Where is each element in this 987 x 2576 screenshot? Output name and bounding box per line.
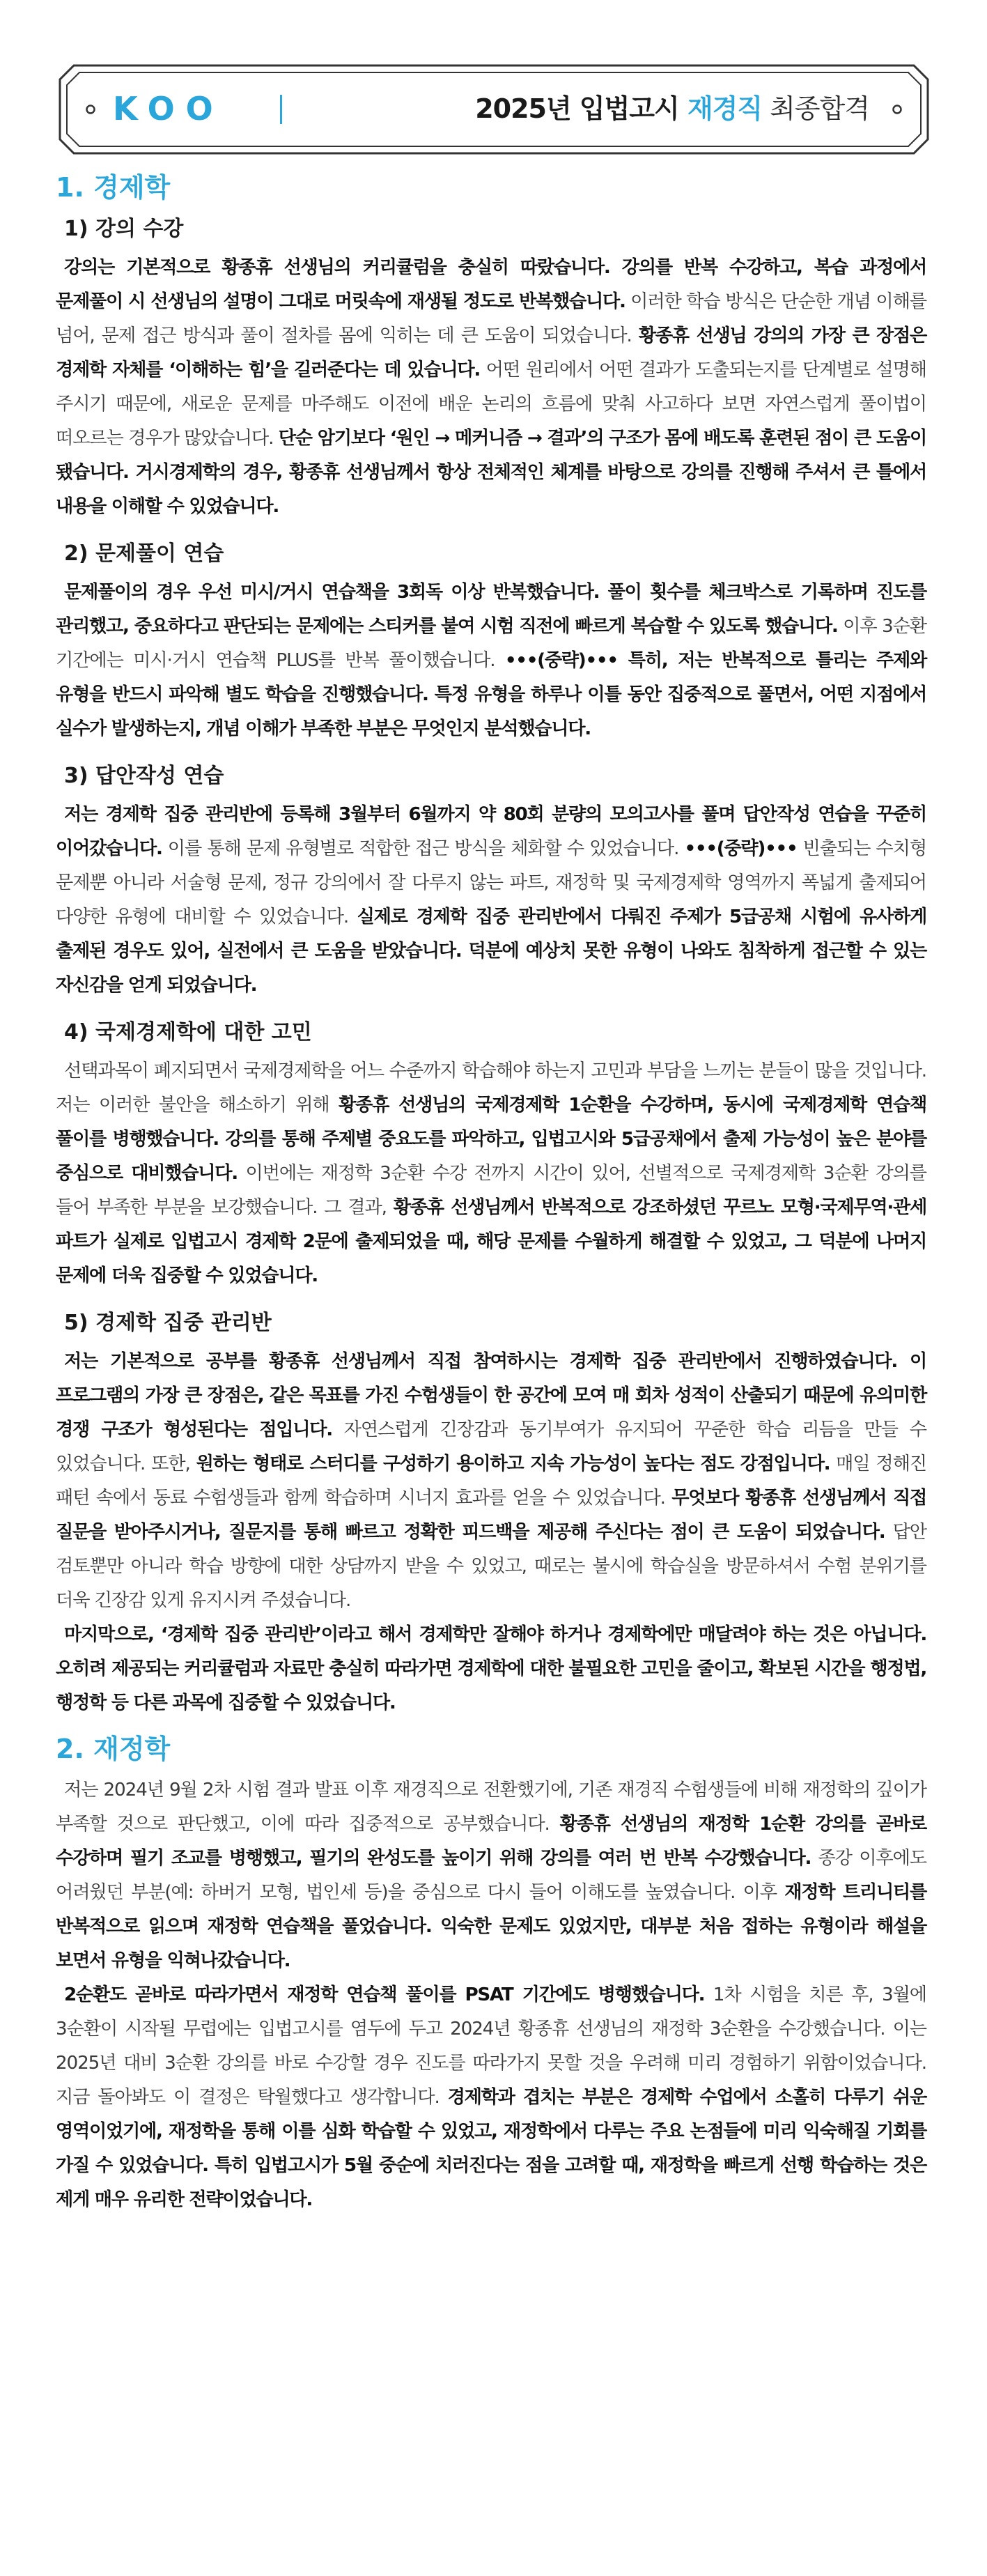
subsection-title: 3) 답안작성 연습 — [64, 764, 224, 788]
subsection-title: 4) 국제경제학에 대한 고민 — [64, 1020, 312, 1044]
text: 빈출되는 수치형 문제뿐 아니라 서술형 문제, 정규 강의에서 잘 다루지 않는 파트, 재정학 및 국제경제학 영역까지 폭넓게 출제되어 다양한 유형에 대비할 수 있었습니다. — [56, 838, 927, 927]
text: 이러한 학습 방식은 단순한 개념 이해를 넘어, 문제 접근 방식과 풀이 절차를 몸에 익히는 데 큰 도움이 되었습니다. — [56, 291, 927, 346]
spacer — [56, 2217, 926, 2226]
subsection-title: 5) 경제학 집중 관리반 — [64, 1311, 272, 1335]
text: 답안 검토뿐만 아니라 학습 방향에 대한 상담까지 받을 수 있었고, 때로는 불시에 학습실을 방문하셔서 수험 분위기를 더욱 긴장감 있게 유지시켜 주셨습니다. — [56, 1522, 926, 1611]
title-prefix: 2025년 입법고시 — [475, 93, 687, 124]
brand-logo: KOO — [113, 90, 224, 128]
bold-text: 재정학 트리니티를 반복적으로 읽으며 재정학 연습책을 풀었습니다. 익숙한 문제도 있었지만, 대부분 처음 접하는 유형이라 해설을 보면서 유형을 익혀나갔습니다. — [56, 1882, 926, 1971]
text: 1차 시험을 치른 후, 3월에 3순환이 시작될 무렵에는 입법고시를 염두에 두고 2024년 황종휴 선생님의 재정학 3순환을 수강했습니다. 이는 2025년 대비 3순환 강의를 바로 수강할 경우 진도를 따라가지 못할 것을 우려해 미리 경험하기 위함이었습니다. 지금 돌아봐도 이 결정은 탁월했다고 생각합니다. — [56, 1984, 926, 2108]
paragraph — [56, 1773, 926, 1978]
paragraph — [56, 1054, 926, 1293]
bold-text: 황종휴 선생님 강의의 가장 큰 장점은 경제학 자체를 ‘이해하는 힘’을 길러준다는 데 있습니다. — [56, 325, 926, 380]
subsection-title: 1) 강의 수강 — [64, 217, 184, 241]
spacer — [56, 746, 926, 755]
text: 어떤 원리에서 어떤 결과가 도출되는지를 단계별로 설명해 주시기 때문에, 새로운 문제를 마주해도 이전에 배운 논리의 흐름에 맞춰 사고하다 보면 자연스럽게 풀이법이 떠오르는 경우가 많았습니다. — [56, 360, 926, 449]
text: 이후 3순환 기간에는 미시·거시 연습책 PLUS를 반복 풀이했습니다. — [56, 616, 926, 671]
paragraph — [56, 1978, 926, 2217]
header-banner — [59, 64, 929, 155]
bold-text: 무엇보다 황종휴 선생님께서 직접 질문을 받아주시거나, 질문지를 통해 빠르고 정확한 피드백을 제공해 주신다는 점이 큰 도움이 되었습니다. — [56, 1488, 926, 1543]
bold-text: 실제로 경제학 집중 관리반에서 다뤄진 주제가 5급공채 시험에 유사하게 출제된 경우도 있어, 실전에서 큰 도움을 받았습니다. 덕분에 예상치 못한 유형이 나와도 침착하게 접근할 수 있는 자신감을 얻게 되었습니다. — [56, 907, 926, 996]
text: 매일 정해진 패턴 속에서 동료 수험생들과 함께 학습하며 시너지 효과를 얻을 수 있었습니다. — [56, 1453, 927, 1509]
spacer — [56, 524, 926, 532]
bold-text: 황종휴 선생님의 국제경제학 1순환을 수강하며, 동시에 국제경제학 연습책 풀이를 병행했습니다. 강의를 통해 주제별 중요도를 파악하고, 입법고시와 5급공채에서 출제 가능성이 높은 분야를 중심으로 대비했습니다. — [56, 1095, 926, 1184]
text: 이를 통해 문제 유형별로 적합한 접근 방식을 체화할 수 있었습니다. — [162, 838, 685, 859]
spacer — [56, 1293, 926, 1302]
banner-title — [475, 88, 869, 130]
bold-text: •••(중략)••• — [684, 838, 798, 859]
bold-text: 강의는 기본적으로 황종휴 선생님의 커리큘럼을 충실히 따랐습니다. 강의를 반복 수강하고, 복습 과정에서 문제풀이 시 선생님의 설명이 그대로 머릿속에 재생될 정도로 반복했습니다. — [56, 257, 926, 312]
paragraph — [56, 1345, 926, 1618]
logo-divider — [280, 95, 282, 124]
bold-text: •••(중략)••• 특히, 저는 반복적으로 틀리는 주제와 유형을 반드시 파악해 별도 학습을 진행했습니다. 특정 유형을 하루나 이틀 동안 집중적으로 풀면서, 어떤 지점에서 실수가 발생하는지, 개념 이해가 부족한 부분은 무엇인지 분석했습니다. — [56, 650, 926, 739]
bold-text: 마지막으로, ‘경제학 집중 관리반’이라고 해서 경제학만 잘해야 하거나 경제학에만 매달려야 하는 것은 아닙니다. 오히려 제공되는 커리큘럼과 자료만 충실히 따라가면 경제학에 대한 불필요한 고민을 줄이고, 확보된 시간을 행정법, 행정학 등 다른 과목에 집중할 수 있었습니다. — [56, 1624, 926, 1713]
bold-text: 단순 암기보다 ‘원인 → 메커니즘 → 결과’의 구조가 몸에 배도록 훈련된 점이 큰 도움이 됐습니다. 거시경제학의 경우, 황종휴 선생님께서 항상 전체적인 체계를 바탕으로 강의를 진행해 주셔서 큰 틀에서 내용을 이해할 수 있었습니다. — [56, 428, 927, 517]
paragraph — [56, 251, 926, 524]
spacer — [56, 1720, 926, 1729]
title-highlight: 재경직 — [687, 93, 763, 124]
text: 선택과목이 폐지되면서 국제경제학을 어느 수준까지 학습해야 하는지 고민과 부담을 느끼는 분들이 많을 것입니다. 저는 이러한 불안을 해소하기 위해 — [56, 1061, 926, 1116]
bold-text: 문제풀이의 경우 우선 미시/거시 연습책을 3회독 이상 반복했습니다. 풀이 횟수를 체크박스로 기록하며 진도를 관리했고, 중요하다고 판단되는 문제에는 스티커를 붙여 시험 직전에 빠르게 복습할 수 있도록 했습니다. — [56, 582, 926, 637]
text: 저는 2024년 9월 2차 시험 결과 발표 이후 재경직으로 전환했기에, 기존 재경직 수험생들에 비해 재정학의 깊이가 부족할 것으로 판단했고, 이에 따라 집중적으로 공부했습니다. — [56, 1780, 926, 1835]
bold-text: 2순환도 곧바로 따라가면서 재정학 연습책 풀이를 PSAT 기간에도 병행했습니다. — [64, 1984, 705, 2005]
bold-text: 황종휴 선생님께서 반복적으로 강조하셨던 꾸르노 모형·국제무역·관세 파트가 실제로 입법고시 경제학 2문에 출제되었을 때, 해당 문제를 수월하게 해결할 수 있었고, 그 덕분에 나머지 문제에 더욱 집중할 수 있었습니다. — [56, 1197, 926, 1286]
bold-text: 경제학과 겹치는 부분은 경제학 수업에서 소홀히 다루기 쉬운 영역이었기에, 재정학을 통해 이를 심화 학습할 수 있었고, 재정학에서 다루는 주요 논점들에 미리 익숙해질 기회를 가질 수 있었습니다. 특히 입법고시가 5월 중순에 치러진다는 점을 고려할 때, 재정학을 빠르게 선행 학습하는 것은 제게 매우 유리한 전략이었습니다. — [56, 2087, 926, 2210]
title-suffix: 최종합격 — [762, 93, 869, 124]
paragraph — [56, 798, 926, 1003]
bold-text: 저는 경제학 집중 관리반에 등록해 3월부터 6월까지 약 80회 분량의 모의고사를 풀며 답안작성 연습을 꾸준히 이어갔습니다. — [56, 804, 926, 859]
section-heading: 1. 경제학 — [56, 172, 171, 203]
paragraph — [56, 1618, 926, 1720]
text: 이번에는 재정학 3순환 수강 전까지 시간이 있어, 선별적으로 국제경제학 3순환 강의를 들어 부족한 부분을 보강했습니다. 그 결과, — [56, 1163, 926, 1218]
spacer — [56, 1003, 926, 1011]
text: 자연스럽게 긴장감과 동기부여가 유지되어 꾸준한 학습 리듬을 만들 수 있었습니다. 또한, — [56, 1419, 926, 1474]
bold-text: 원하는 형태로 스터디를 구성하기 용이하고 지속 가능성이 높다는 점도 강점입니다. — [196, 1453, 830, 1474]
bold-text: 저는 기본적으로 공부를 황종휴 선생님께서 직접 참여하시는 경제학 집중 관리반에서 진행하였습니다. 이 프로그램의 가장 큰 장점은, 같은 목표를 가진 수험생들이 한 공간에 모여 매 회차 성적이 산출되기 때문에 유의미한 경쟁 구조가 형성된다는 점입니다. — [56, 1351, 926, 1440]
paragraph — [56, 576, 926, 746]
bold-text: 황종휴 선생님의 재정학 1순환 강의를 곧바로 수강하며 필기 조교를 병행했고, 필기의 완성도를 높이기 위해 강의를 여러 번 반복 수강했습니다. — [56, 1814, 926, 1869]
section-heading: 2. 재정학 — [56, 1734, 171, 1764]
text: 종강 이후에도 어려웠던 부분(예: 하버거 모형, 법인세 등)을 중심으로 다시 들어 이해도를 높였습니다. 이후 — [56, 1848, 926, 1903]
subsection-title: 2) 문제풀이 연습 — [64, 541, 224, 566]
article-body — [56, 167, 926, 2226]
